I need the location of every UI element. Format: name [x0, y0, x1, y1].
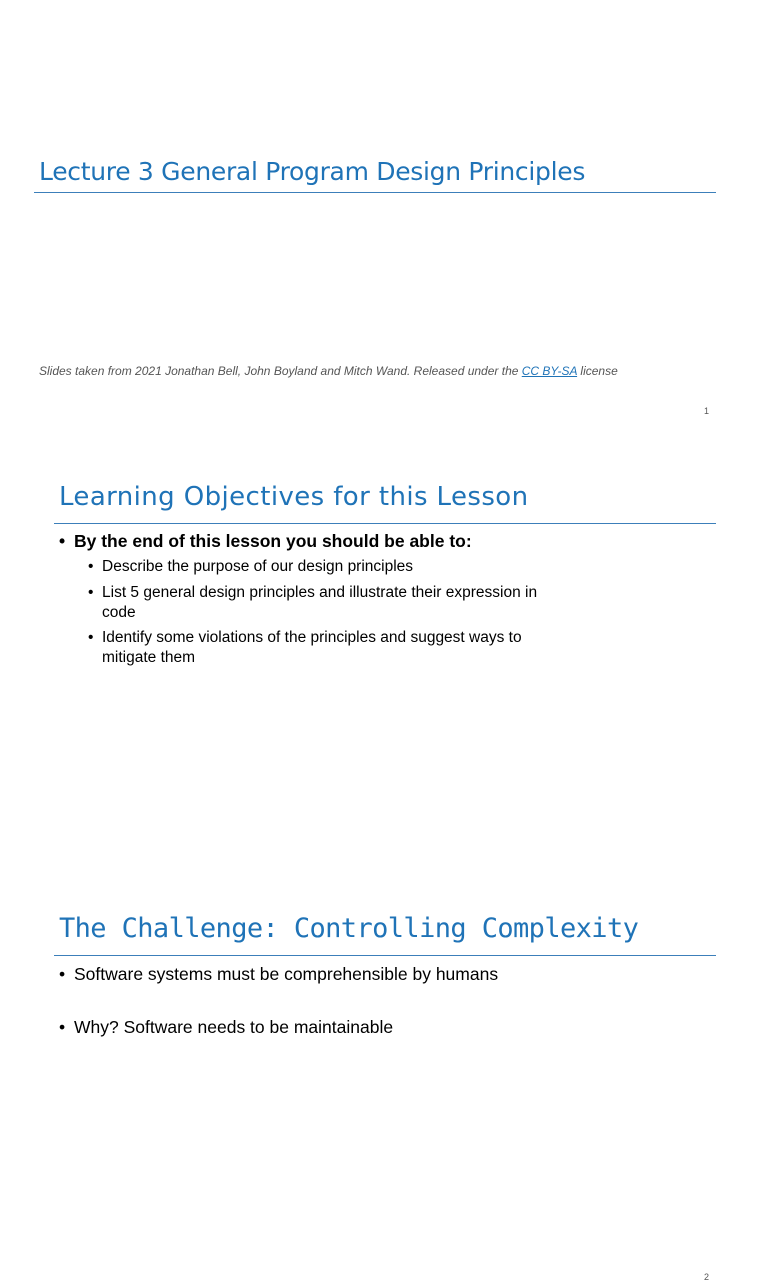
slide-title: Learning Objectives for this Lesson	[59, 482, 529, 512]
bullet-dot: •	[59, 964, 66, 984]
credit-text	[39, 362, 618, 381]
bullet-text: Why? Software needs to be maintainable	[74, 1017, 394, 1037]
title-underline	[54, 523, 716, 524]
bullet-item	[59, 1015, 514, 1039]
credit-prefix: Slides taken from 2021 Jonathan Bell, John Boyland and Mitch Wand. Released under the	[39, 364, 522, 378]
bullet-dot: •	[59, 1017, 66, 1037]
title-underline	[34, 192, 716, 193]
bullet-dot: •	[88, 629, 94, 646]
license-link[interactable]: CC BY-SA	[521, 364, 578, 378]
bullet-text: Describe the purpose of our design principles	[102, 558, 414, 575]
slide-3	[0, 865, 768, 1037]
credit-suffix: license	[577, 364, 618, 378]
bullet-dot: •	[88, 558, 94, 575]
bullet-dot: •	[88, 584, 94, 601]
slide-title: Lecture 3 General Program Design Principles	[39, 157, 586, 186]
bullet-text: Identify some violations of the principles and suggest ways to mitigate them	[102, 629, 522, 666]
sub-bullet-item	[88, 583, 542, 623]
slide-title: The Challenge: Controlling Complexity	[59, 913, 639, 944]
title-underline	[54, 955, 716, 956]
slide-1	[0, 0, 768, 432]
bullet-text: Software systems must be comprehensible by humans	[74, 964, 499, 984]
page-number: 1	[704, 406, 710, 416]
sub-bullet-item	[88, 628, 542, 668]
bullet-text: List 5 general design principles and illustrate their expression in code	[102, 584, 538, 621]
bullet-item	[59, 962, 514, 986]
bullet-dot: •	[59, 531, 66, 551]
bullet-text: By the end of this lesson you should be able to:	[74, 531, 472, 551]
sub-bullet-item	[88, 557, 542, 577]
bullet-item	[59, 531, 472, 552]
page-number: 2	[704, 1272, 710, 1282]
